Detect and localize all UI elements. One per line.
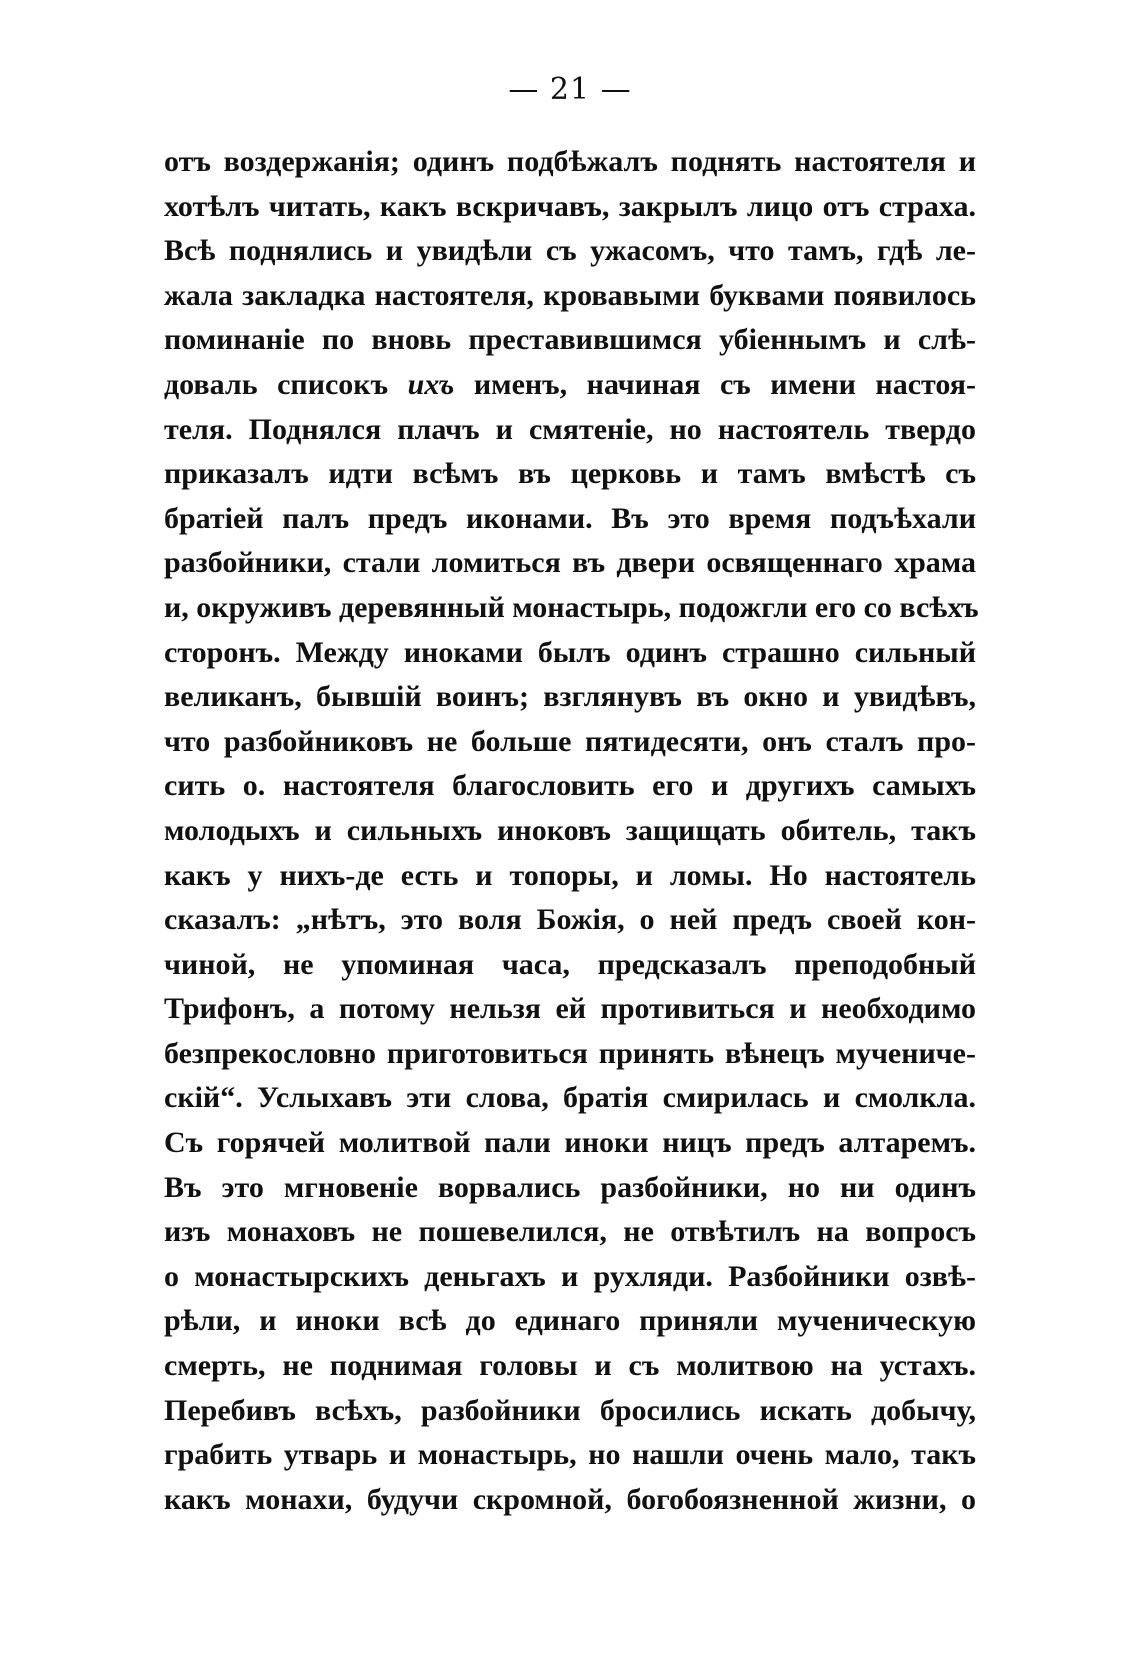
- text-line: смерть, не поднимая головы и съ молитвою на устахъ.: [164, 1349, 976, 1383]
- text-line: Всѣ поднялись и увидѣли съ ужасомъ, что тамъ, гдѣ ле-: [164, 234, 976, 268]
- text-line: что разбойниковъ не больше пятидесяти, онъ сталъ про-: [164, 724, 976, 758]
- text-line: грабить утварь и монастырь, но нашли очень мало, такъ: [164, 1438, 976, 1472]
- text-line: братіей палъ предъ иконами. Въ это время подъѣхали: [164, 501, 976, 535]
- text-line: сказалъ: „нѣтъ, это воля Божія, о ней предъ своей кон-: [164, 903, 976, 937]
- text-line: разбойники, стали ломиться въ двери освященнаго храма: [164, 546, 976, 580]
- text-line: молодыхъ и сильныхъ иноковъ защищать обитель, такъ: [164, 813, 976, 847]
- text-line: какъ монахи, будучи скромной, богобоязненной жизни, о: [164, 1482, 976, 1516]
- text-line: Съ горячей молитвой пали иноки ницъ предъ алтаремъ.: [164, 1126, 976, 1160]
- text-line: Въ это мгновеніе ворвались разбойники, но ни одинъ: [164, 1170, 976, 1204]
- italic-word: ихъ: [407, 367, 455, 401]
- text-line-part: именъ, начиная съ имени настоя-: [454, 367, 976, 401]
- text-line: изъ монаховъ не пошевелился, не отвѣтилъ на вопросъ: [164, 1215, 976, 1249]
- text-line: жала закладка настоятеля, кровавыми буквами появилось: [164, 278, 976, 312]
- text-line: приказалъ идти всѣмъ въ церковь и тамъ вмѣстѣ съ: [164, 457, 976, 491]
- text-line: сторонъ. Между иноками былъ одинъ страшно сильный: [164, 635, 976, 669]
- page-body-text: [164, 140, 979, 1522]
- text-line: теля. Поднялся плачъ и смятеніе, но настоятель твердо: [164, 412, 976, 446]
- text-line: великанъ, бывшій воинъ; взглянувъ въ окно и увидѣвъ,: [164, 680, 976, 714]
- text-line: [164, 363, 976, 408]
- text-line: о монастырскихъ деньгахъ и рухляди. Разбойники озвѣ-: [164, 1259, 976, 1293]
- text-line: рѣли, и иноки всѣ до единаго приняли мученическую: [164, 1304, 976, 1338]
- text-line: какъ у нихъ-де есть и топоры, и ломы. Но настоятель: [164, 858, 976, 892]
- text-line: поминаніе по вновь преставившимся убіеннымъ и слѣ-: [164, 323, 976, 357]
- text-line-part: доваль списокъ: [164, 367, 408, 401]
- text-line: отъ воздержанія; одинъ подбѣжалъ поднять настоятеля и: [164, 145, 976, 178]
- text-line: чиной, не упоминая часа, предсказалъ преподобный: [164, 947, 976, 981]
- text-line: хотѣлъ читать, какъ вскричавъ, закрылъ лицо отъ страха.: [164, 189, 976, 223]
- text-line: Трифонъ, а потому нельзя ей противиться и необходимо: [164, 992, 976, 1026]
- text-line: безпрекословно приготовиться принять вѣнецъ мучениче-: [164, 1036, 976, 1070]
- text-line: и, окруживъ деревянный монастырь, подожгли его со всѣхъ: [164, 590, 979, 624]
- text-line: скій“. Услыхавъ эти слова, братія смирилась и смолкла.: [164, 1081, 976, 1115]
- text-line: Перебивъ всѣхъ, разбойники бросились искать добычу,: [164, 1393, 976, 1427]
- text-line: сить о. настоятеля благословить его и другихъ самыхъ: [164, 769, 976, 803]
- page-number: — 21 —: [508, 72, 632, 107]
